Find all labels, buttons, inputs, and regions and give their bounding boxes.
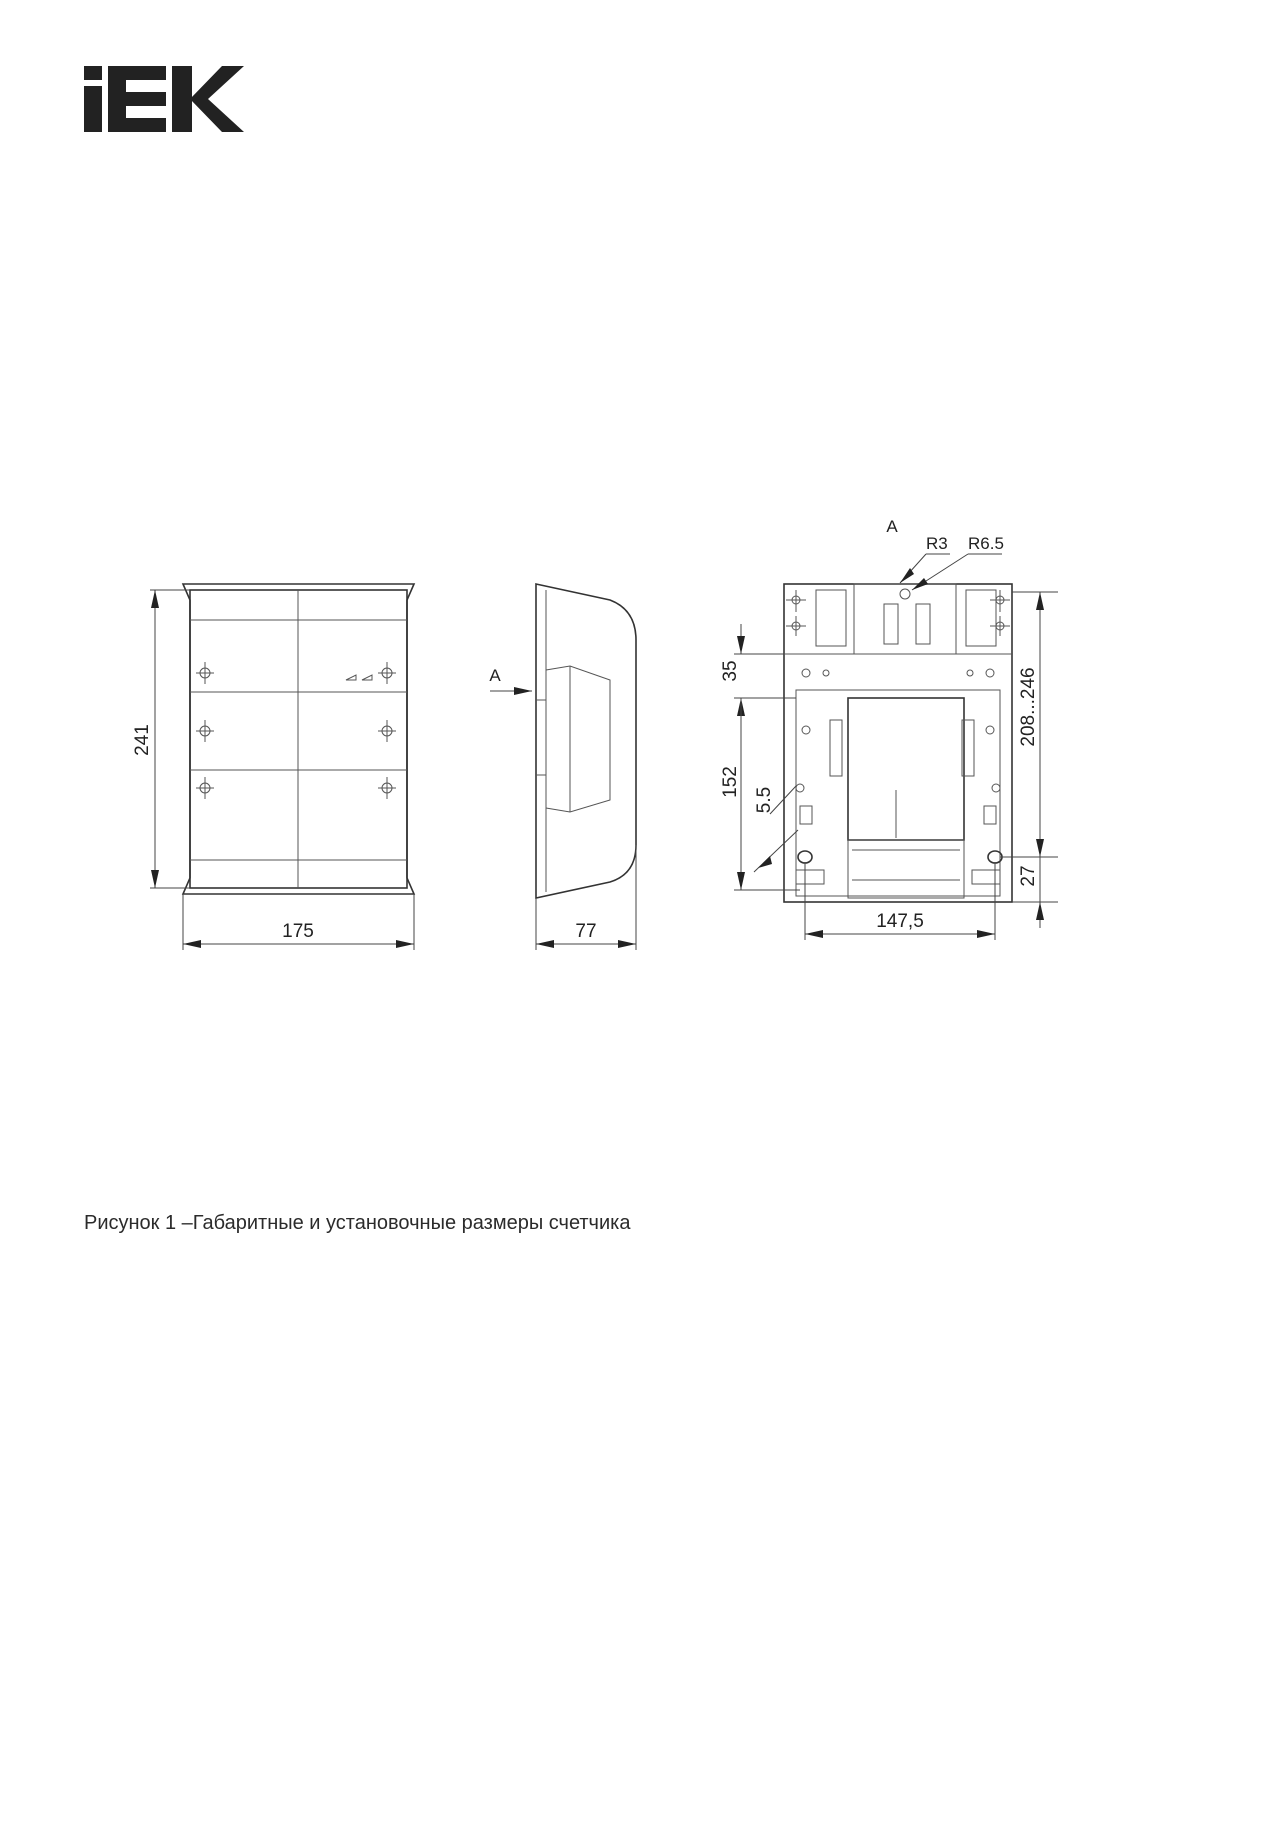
front-view bbox=[150, 584, 414, 950]
dim-mount-range: 208...246 bbox=[1018, 667, 1039, 747]
dim-front-width: 175 bbox=[282, 921, 314, 942]
dim-radius-large: R6.5 bbox=[968, 534, 1004, 553]
rear-view bbox=[734, 554, 1058, 940]
dim-mount-width: 147,5 bbox=[876, 911, 924, 932]
side-view-arrow-label: A bbox=[489, 666, 501, 685]
dim-top-offset: 35 bbox=[720, 660, 741, 682]
dim-hole-diameter: 5.5 bbox=[754, 786, 775, 814]
dim-side-depth: 77 bbox=[575, 921, 597, 942]
rear-view-label: A bbox=[886, 517, 898, 536]
dim-mount-height: 152 bbox=[720, 766, 741, 798]
side-view bbox=[490, 584, 636, 950]
dim-radius-small: R3 bbox=[926, 534, 948, 553]
figure-caption: Рисунок 1 –Габаритные и установочные размеры счетчика bbox=[84, 1212, 631, 1234]
dim-front-height: 241 bbox=[132, 724, 153, 756]
dim-bottom-offset: 27 bbox=[1018, 865, 1039, 887]
